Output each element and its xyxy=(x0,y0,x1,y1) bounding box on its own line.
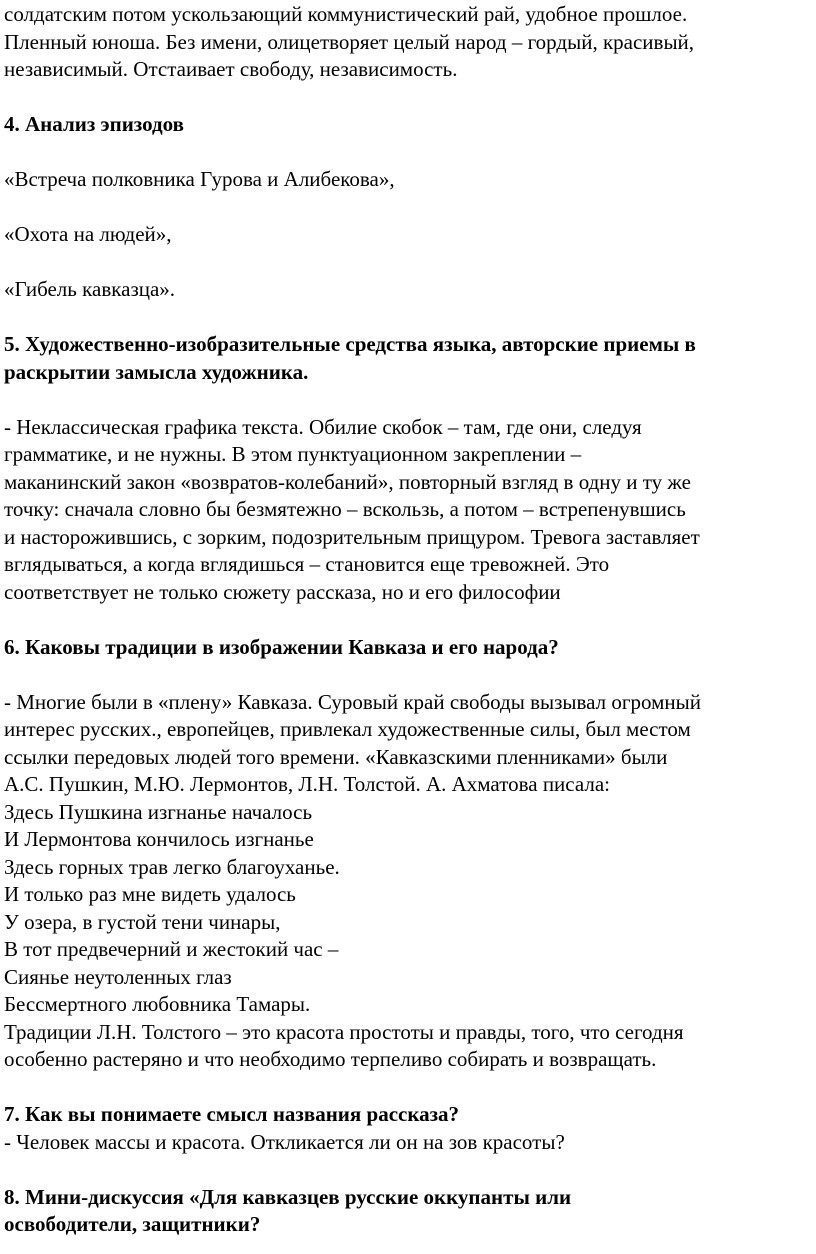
section-4-item: «Гибель кавказца». xyxy=(4,277,176,301)
intro-line: солдатским потом ускользающий коммунистический рай, удобное прошлое. xyxy=(4,2,688,26)
section-7-body: - Человек массы и красота. Откликается ли он на зов красоты? xyxy=(4,1129,565,1154)
section-4-item: «Охота на людей», xyxy=(4,222,172,246)
poem-line: Здесь горных трав легко благоуханье. xyxy=(4,854,340,879)
poem-line: И только раз мне видеть удалось xyxy=(4,882,296,906)
spacer xyxy=(4,194,812,222)
intro-line: независимый. Отстаивает свободу, независимость. xyxy=(4,57,458,81)
poem-line: В тот предвечерний и жестокий час – xyxy=(4,937,339,961)
spacer xyxy=(4,84,812,112)
poem-line: Сиянье неутоленных глаз xyxy=(4,964,232,989)
intro-paragraph xyxy=(4,1,812,84)
section-5-heading: 5. Художественно-изобразительные средства языка, авторские приемы в раскрытии замысла художника. xyxy=(4,332,696,384)
poem-line: И Лермонтова кончилось изгнанье xyxy=(4,827,314,851)
section-7-heading: 7. Как вы понимаете смысл названия рассказа? xyxy=(4,1102,460,1126)
spacer xyxy=(4,1074,812,1102)
spacer xyxy=(4,661,812,689)
spacer xyxy=(4,1156,812,1184)
spacer xyxy=(4,249,812,277)
poem-line: Бессмертного любовника Тамары. xyxy=(4,992,311,1016)
section-8-heading: 8. Мини-дискуссия «Для кавказцев русские оккупанты или освободители, защитники? xyxy=(4,1184,572,1236)
section-5-body: - Неклассическая графика текста. Обилие скобок – там, где они, следуя грамматике, и не нужны. В этом пунктуационном закреплении – маканинский закон «возвратов-колебаний», повторный взгляд в одну и ту же точку: сначала словно бы безмятежно – вскользь, а потом – встрепенувшись и насторожившись, с зорким, подозрительным прищуром. Тревога заставляет вглядываться, а когда вглядишься – становится еще тревожней. Это соответствует не только сюжету рассказа, но и его философии xyxy=(4,414,700,604)
section-4-item: «Встреча полковника Гурова и Алибекова», xyxy=(4,167,395,191)
spacer xyxy=(4,606,812,634)
section-4-heading: 4. Анализ эпизодов xyxy=(4,112,184,136)
document-page xyxy=(4,0,812,1239)
section-6-heading: 6. Каковы традиции в изображении Кавказа и его народа? xyxy=(4,634,559,659)
spacer xyxy=(4,386,812,414)
spacer xyxy=(4,139,812,167)
poem-line: У озера, в густой тени чинары, xyxy=(4,909,281,934)
section-6-body: - Многие были в «плену» Кавказа. Суровый край свободы вызывал огромный интерес русских., европейцев, привлекал художественные силы, был местом ссылки передовых людей того времени. «Кавказскими пленниками» были А.С. Пушкин, М.Ю. Лермонтов, Л.Н. Толстой. А. Ахматова писала: Здесь Пушкина изгнанье началось И Лермонтова кончилось изгнанье Здесь горных трав легко благоуханье. И только раз мне видеть удалось У озера, в густой тени чинары, В тот предвечерний и жестокий час – Сиянье неутоленных глаз Бессмертного любовника Тамары. Традиции Л.Н. Толстого – это красота простоты и правды, того, что сегодня особенно растеряно и что необходимо терпеливо собирать и возвращать. xyxy=(4,689,812,1074)
intro-line: Пленный юноша. Без имени, олицетворяет целый народ – гордый, красивый, xyxy=(4,29,695,54)
spacer xyxy=(4,304,812,332)
poem-line: Здесь Пушкина изгнанье началось xyxy=(4,799,313,824)
